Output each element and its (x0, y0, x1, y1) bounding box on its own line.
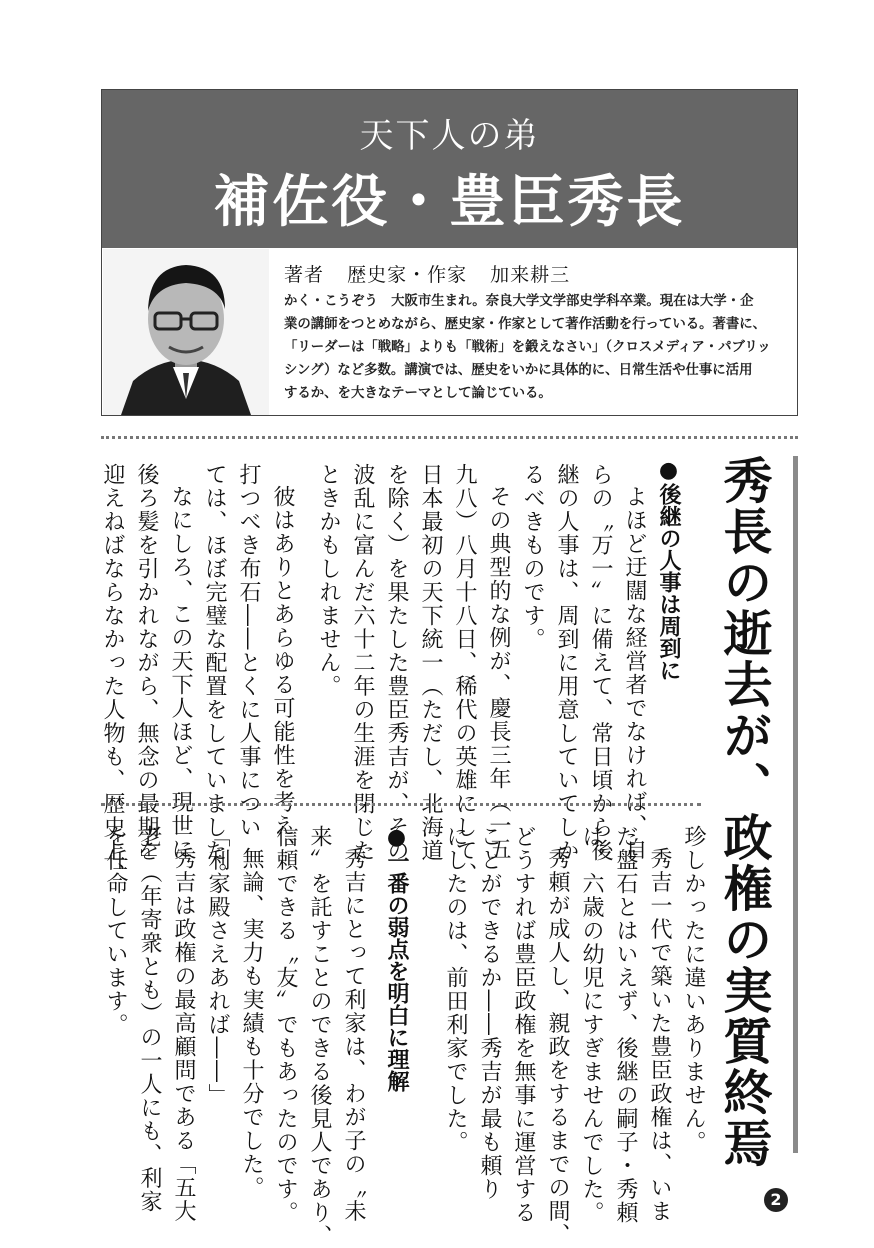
author-byline (284, 260, 586, 287)
body-line: ときかもしれません。 (316, 463, 341, 698)
body-line: 九八）八月十八日、稀代の英雄にして、 (452, 463, 477, 886)
body-line: なにしろ、この天下人ほど、現世に (168, 485, 193, 861)
body-line: ことができるか――秀吉が最も頼り (477, 825, 502, 1201)
body-line: 珍しかったに違いありません。 (681, 825, 706, 1154)
body-line: 「利家殿さえあれば――」 (205, 825, 230, 1107)
author-portrait-image (103, 249, 269, 415)
body-line: 打つべき布石――とくに人事につい (236, 463, 261, 839)
bio-line: シング）など多数。講演では、歴史をいかに具体的に、日常生活や仕事に活用 (284, 363, 753, 378)
page-subtitle: 天下人の弟 (359, 116, 540, 156)
body-line: 迎えねばならなかった人物も、歴史上、 (100, 463, 125, 886)
body-line: 無論、実力も実績も十分でした。 (239, 847, 264, 1200)
body-line: にしたのは、前田利家でした。 (443, 825, 468, 1154)
body-line: 継の人事は、周到に用意していてしか (554, 463, 579, 863)
body-line: 波乱に富んだ六十二年の生涯を閉じた (350, 463, 375, 863)
section-heading-succession: ●後継の人事は周到に (656, 458, 681, 681)
body-line: らの〝万一〟に備えて、常日頃から後 (588, 463, 613, 863)
body-line: を除く）を果たした豊臣秀吉が、その (384, 463, 409, 863)
body-line: よほど迂闊な経営者でなければ、自 (622, 485, 647, 861)
section-heading-weakness: ●一番の弱点を明白に理解 (384, 825, 409, 1092)
body-line: を任命しています。 (103, 825, 128, 1037)
title-band (102, 90, 797, 248)
body-line: どうすれば豊臣政権を無事に運営する (511, 825, 536, 1225)
page-title: 補佐役・豊臣秀長 (213, 170, 686, 235)
dotted-divider-top (101, 436, 798, 439)
author-role: 歴史家・作家 (347, 264, 468, 286)
body-line: 日本最初の天下統一（ただし、北海道 (418, 463, 443, 863)
body-line: 老」（年寄衆とも）の一人にも、利家 (137, 825, 162, 1214)
bio-line: かく・こうぞう 大阪市生まれ。奈良大学文学部史学科卒業。現在は大学・企 (284, 294, 754, 309)
body-line: 秀吉一代で築いた豊臣政権は、いま (647, 847, 672, 1223)
dotted-divider-middle (101, 803, 701, 806)
body-line: は、六歳の幼児にすぎませんでした。 (579, 825, 604, 1225)
bio-line: 「リーダーは「戦略」よりも「戦術」を鍛えなさい」（クロスメディア・パブリッ (284, 340, 771, 355)
article-header (101, 89, 798, 416)
page-number: 2 (764, 1188, 788, 1212)
body-line: 秀吉にとって利家は、わが子の〝未 (341, 847, 366, 1223)
body-line: るべきものです。 (520, 463, 545, 651)
bio-line: 業の講師をつとめながら、歴史家・作家として著作活動を行っている。著書に、 (284, 317, 767, 332)
body-line: 信頼できる〝友〟でもあったのです。 (273, 825, 298, 1225)
body-line: ては、ほぼ完璧な配置をしていました。 (202, 463, 227, 886)
author-label: 著者 (284, 264, 325, 286)
body-line: その典型的な例が、慶長三年（一五 (486, 485, 511, 861)
body-line: 秀吉は政権の最高顧問である「五大 (171, 847, 196, 1223)
bio-line: するか、を大きなテーマとして論じている。 (284, 386, 552, 401)
body-line: 来〟を託すことのできる後見人であり、 (307, 825, 332, 1248)
author-bio (284, 290, 789, 405)
author-photo (103, 249, 269, 415)
headline-rule (793, 456, 798, 1153)
body-line: だ盤石とはいえず、後継の嗣子・秀頼 (613, 825, 638, 1225)
article-headline: 秀長の逝去が、政権の実質終焉 (716, 455, 774, 1169)
body-line: 秀頼が成人し、親政をするまでの間、 (545, 847, 570, 1247)
body-line: 彼はありとあらゆる可能性を考え、 (270, 485, 295, 861)
author-name: 加来耕三 (490, 264, 571, 286)
body-line: 後ろ髪を引かれながら、無念の最期を (134, 463, 159, 863)
